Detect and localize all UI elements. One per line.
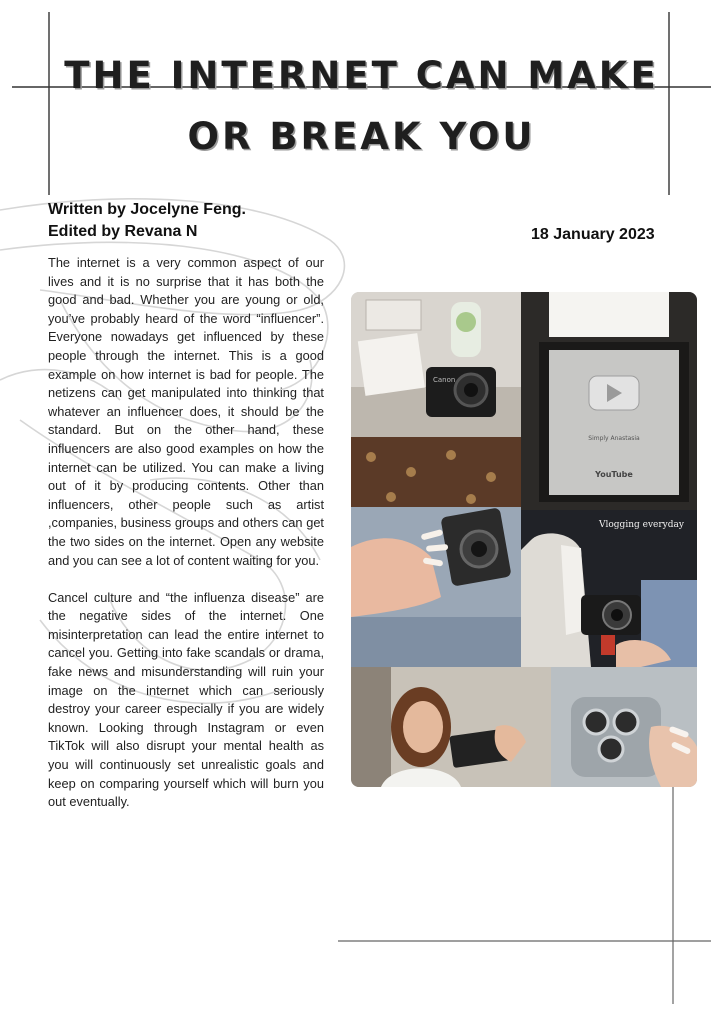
vlog-caption: Vlogging everyday — [599, 520, 684, 530]
phone-closeup-photo — [551, 667, 697, 787]
editor-credit: Edited by Revana N — [48, 223, 198, 240]
camera-brand-text: Canon — [433, 376, 456, 384]
youtube-logo-text: YouTube — [595, 470, 633, 479]
vlogging-sneaker-photo — [521, 510, 697, 667]
page-title — [30, 45, 693, 167]
article-paragraph: Cancel culture and “the influenza disease” are the negative sides of the internet. One misinterpretation can lead the entire internet to cancel you. Getting into fake scandals or drama, fake news and misunderstanding will ruin your image on the internet which can seriously destroy your career especially if you are widely known. Looking through Instagram or even TikTok will also disrupt your mental health as you will continuously set unrealistic goals and keep on comparing yourself which will burn you out eventually. — [48, 589, 324, 810]
article-body — [48, 254, 324, 830]
youtube-plaque-photo — [521, 292, 697, 510]
woman-wallet-photo — [351, 667, 551, 787]
byline — [48, 199, 246, 243]
publish-date: 18 January 2023 — [531, 226, 655, 243]
writer-credit: Written by Jocelyne Feng. — [48, 201, 246, 218]
photo-collage — [351, 292, 697, 787]
title-line-2: OR BREAK YOU — [187, 115, 536, 158]
title-line-1: THE INTERNET CAN MAKE — [64, 54, 659, 97]
desk-camera-photo — [351, 292, 521, 437]
plaque-name-text: Simply Anastasia — [588, 435, 640, 442]
article-paragraph: The internet is a very common aspect of our lives and it is no surprise that it has both the good and bad. Whether you are young or old, you’ve probably heard of the word “influencer”. Everyone nowadays get influenced by these people through the internet. This is a good example on how internet is bad for people. The netizens can get manipulated into thinking that whatever an influencer does, it should be the standard. But on the other hand, these influencers are also good examples on how the internet can be utilized. You can make a living out of it by producing contents. Other than influencers, other people such as artist ,companies, business groups and others can get the two sides on the internet. Open any website and you can see a lot of content waiting for you. — [48, 255, 324, 568]
bag-hands-camera-photo — [351, 437, 521, 667]
